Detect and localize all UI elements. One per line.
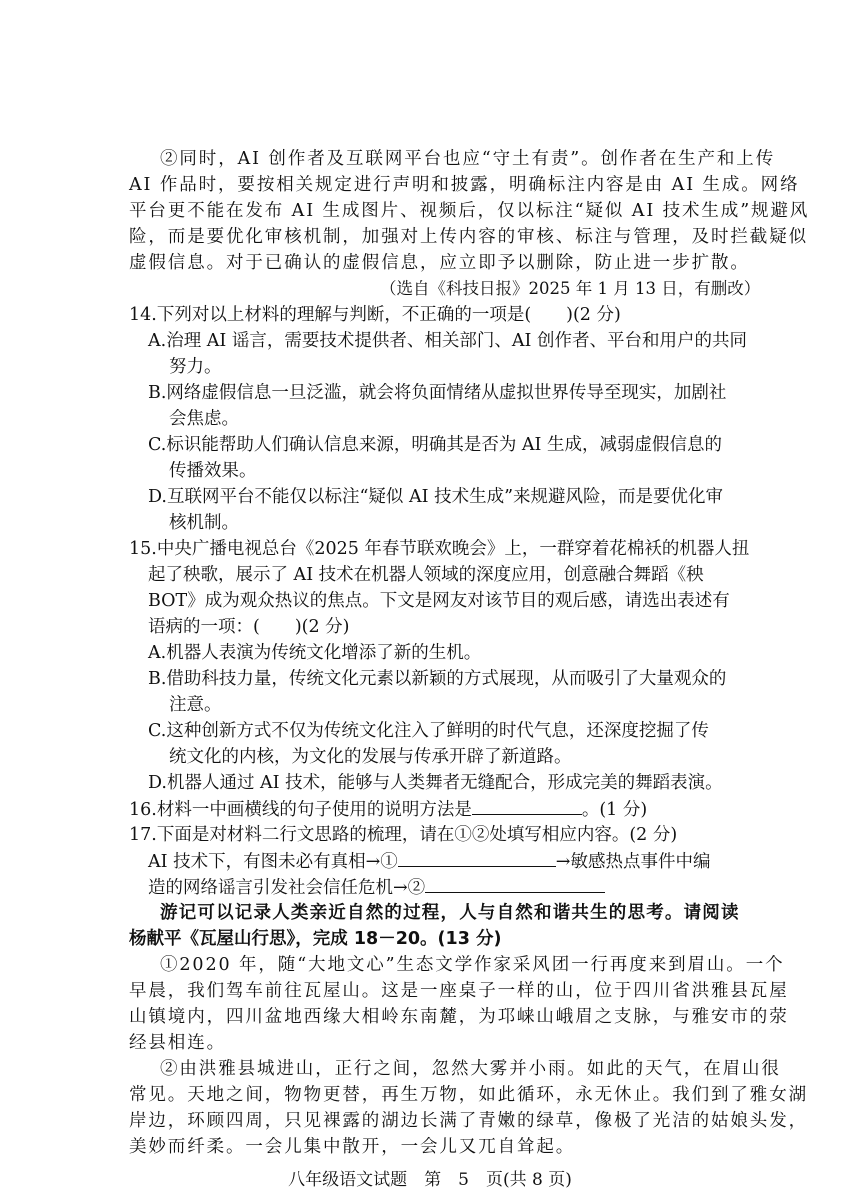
section-intro-line: 杨献平《瓦屋山行思》，完成 18－20。(13 分): [129, 929, 502, 949]
passage-bottom-line: 经县相连。: [129, 1033, 226, 1053]
passage-top-line: ②同时，AI 创作者及互联网平台也应“守土有责”。创作者在生产和上传: [160, 149, 776, 169]
passage-bottom-line: 美妙而纤柔。一会儿集中散开，一会儿又兀自耸起。: [129, 1137, 576, 1157]
q17-blank-1[interactable]: [398, 848, 556, 867]
q15-stem-line: 15.中央广播电视总台《2025 年春节联欢晚会》上，一群穿着花棉袄的机器人扭: [129, 539, 750, 559]
q16-score: 。(1 分): [581, 800, 648, 820]
q17-flow-mid: →敏感热点事件中编: [555, 852, 711, 872]
section-intro-line: 游记可以记录人类亲近自然的过程，人与自然和谐共生的思考。请阅读: [160, 903, 740, 923]
q14-option-c-cont: 传播效果。: [169, 461, 257, 481]
q15-option-c: C.这种创新方式不仅为传统文化注入了鲜明的时代气息，还深度挖掘了传: [148, 721, 709, 741]
q14-option-d-cont: 核机制。: [169, 513, 239, 533]
q15-stem-line: BOT》成为观众热议的焦点。下文是网友对该节目的观后感，请选出表述有: [148, 591, 730, 611]
passage-bottom-line: 早晨，我们驾车前往瓦屋山。这是一座桌子一样的山，位于四川省洪雅县瓦屋: [129, 981, 789, 1001]
q15-option-b: B.借助科技力量，传统文化元素以新颖的方式展现，从而吸引了大量观众的: [148, 669, 727, 689]
passage-top-line: 平台更不能在发布 AI 生成图片、视频后，仅以标注“疑似 AI 技术生成”规避风: [129, 201, 810, 221]
q15-option-b-cont: 注意。: [169, 695, 222, 715]
q14-option-a-cont: 努力。: [169, 357, 222, 377]
q14-option-b-cont: 会焦虑。: [169, 409, 239, 429]
q15-option-d: D.机器人通过 AI 技术，能够与人类舞者无缝配合，形成完美的舞蹈表演。: [148, 773, 723, 793]
q14-option-c: C.标识能帮助人们确认信息来源，明确其是否为 AI 生成，减弱虚假信息的: [148, 435, 723, 455]
q16-line: [129, 796, 647, 823]
q15-option-c-cont: 统文化的内核，为文化的发展与传承开辟了新道路。: [169, 747, 572, 767]
q14-stem: 14.下列对以上材料的理解与判断，不正确的一项是( )(2 分): [129, 305, 621, 325]
q17-flow-line-2: [148, 874, 605, 901]
q15-stem-line: 起了秧歌，展示了 AI 技术在机器人领域的深度应用，创意融合舞蹈《秧: [148, 565, 704, 585]
passage-top-line: 险，而是要优化审核机制，加强对上传内容的审核、标注与管理，及时拦截疑似: [129, 227, 808, 247]
q16-answer-blank[interactable]: [472, 796, 582, 815]
q17-stem: 17.下面是对材料二行文思路的梳理，请在①②处填写相应内容。(2 分): [129, 825, 678, 845]
passage-bottom-line: 岸边，环顾四周，只见裸露的湖边长满了青嫩的绿草，像极了光洁的姑娘头发，: [129, 1111, 808, 1131]
q16-text: 16.材料一中画横线的句子使用的说明方法是: [129, 800, 472, 820]
passage-bottom-line: 山镇境内，四川盆地西缘大相岭东南麓，为邛崃山峨眉之支脉，与雅安市的荥: [129, 1007, 789, 1027]
passage-bottom-line: ②由洪雅县城进山，正行之间，忽然大雾并小雨。如此的天气，在眉山很: [160, 1059, 781, 1079]
q14-option-b: B.网络虚假信息一旦泛滥，就会将负面情绪从虚拟世界传导至现实，加剧社: [148, 383, 727, 403]
q17-flow-line-1: [148, 848, 710, 875]
q14-option-d: D.互联网平台不能仅以标注“疑似 AI 技术生成”来规避风险，而是要优化审: [148, 487, 724, 507]
q14-option-a: A.治理 AI 谣言，需要技术提供者、相关部门、AI 创作者、平台和用户的共同: [148, 331, 747, 351]
q15-stem-line: 语病的一项：( )(2 分): [148, 617, 350, 637]
passage-top-line: AI 作品时，要按相关规定进行声明和披露，明确标注内容是由 AI 生成。网络: [129, 175, 800, 195]
passage-source: （选自《科技日报》2025 年 1 月 13 日，有删改）: [380, 279, 761, 298]
q17-flow-start: AI 技术下，有图未必有真相→①: [148, 852, 398, 872]
passage-top-line: 虚假信息。对于已确认的虚假信息，应立即予以删除，防止进一步扩散。: [129, 253, 750, 273]
q17-blank-2[interactable]: [425, 874, 605, 893]
passage-bottom-line: ①2020 年，随“大地文心”生态文学作家采风团一行再度来到眉山。一个: [160, 955, 785, 975]
page-footer: 八年级语文试题 第 5 页(共 8 页): [288, 1170, 572, 1190]
passage-bottom-line: 常见。天地之间，物物更替，再生万物，如此循环，永无休止。我们到了雅女湖: [129, 1085, 808, 1105]
q15-option-a: A.机器人表演为传统文化增添了新的生机。: [148, 643, 482, 663]
q17-flow-end: 造的网络谣言引发社会信任危机→②: [148, 878, 426, 898]
